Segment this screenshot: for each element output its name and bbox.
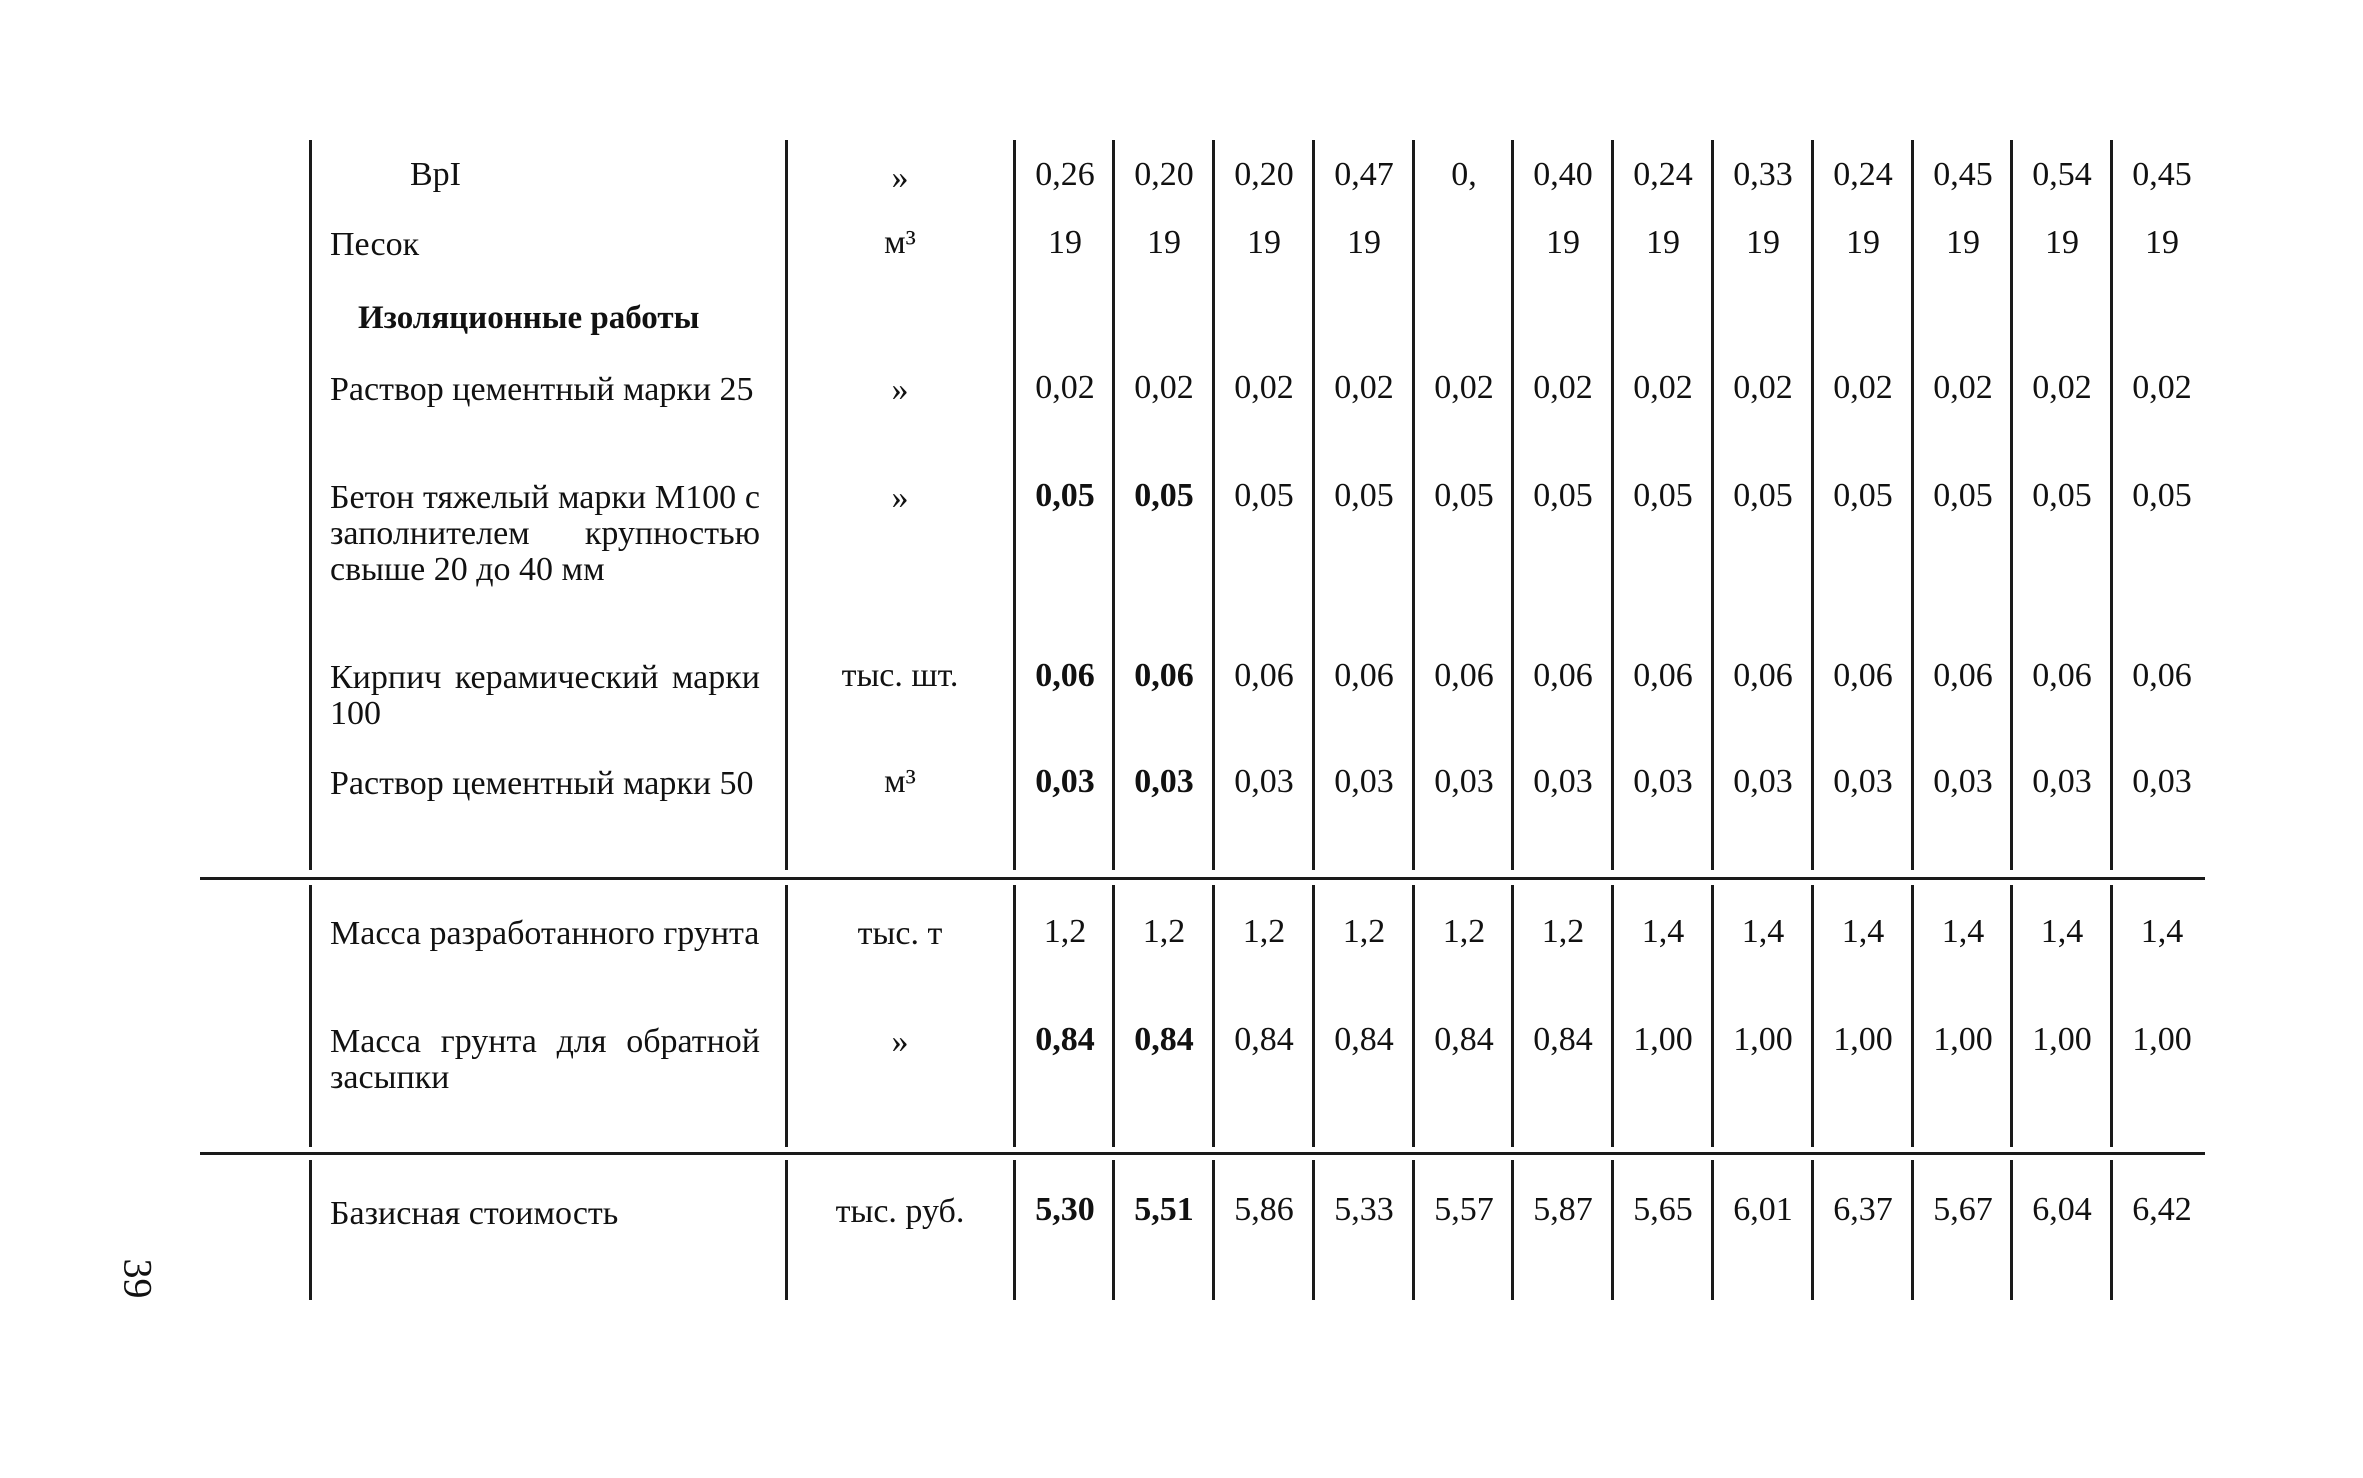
value-cell: 0,45 — [2132, 156, 2192, 193]
value-cell: 19 — [2145, 224, 2179, 261]
value-cell: 19 — [1546, 224, 1580, 261]
value-cell: 5,30 — [1035, 1191, 1095, 1228]
column-rule — [1212, 1160, 1215, 1300]
row-name: Раствор цементный марки 25 — [330, 371, 754, 408]
column-rule — [785, 140, 788, 870]
value-cell: 1,2 — [1442, 913, 1486, 950]
column-rule — [1312, 1160, 1315, 1300]
value-cell: 0,05 — [1533, 477, 1593, 514]
value-cell: 1,00 — [2132, 1021, 2192, 1058]
section-heading: Изоляционные работы — [358, 300, 700, 336]
value-cell: 5,65 — [1633, 1191, 1693, 1228]
section-separator — [200, 1152, 2205, 1155]
value-cell: 6,01 — [1733, 1191, 1793, 1228]
value-cell: 0,02 — [1134, 369, 1194, 406]
row-unit: тыс. руб. — [835, 1193, 965, 1230]
column-rule — [1511, 1160, 1514, 1300]
column-rule — [1013, 1160, 1016, 1300]
column-rule — [1811, 1160, 1814, 1300]
row-unit: » — [891, 479, 909, 516]
value-cell: 0,06 — [1733, 657, 1793, 694]
value-cell: 1,00 — [1933, 1021, 1993, 1058]
row-unit: » — [891, 1023, 909, 1060]
value-cell: 0,02 — [2132, 369, 2192, 406]
value-cell: 0,02 — [1434, 369, 1494, 406]
value-cell: 0,84 — [1434, 1021, 1494, 1058]
column-rule — [1911, 1160, 1914, 1300]
value-cell: 0,84 — [1134, 1021, 1194, 1058]
value-cell: 0,06 — [1234, 657, 1294, 694]
value-cell: 1,2 — [1043, 913, 1087, 950]
row-name: BpI — [410, 156, 461, 193]
value-cell: 0,03 — [2032, 763, 2092, 800]
value-cell: 0,47 — [1334, 156, 1394, 193]
value-cell: 6,04 — [2032, 1191, 2092, 1228]
page-number: 39 — [115, 1258, 161, 1299]
value-cell: 19 — [1746, 224, 1780, 261]
value-cell: 0,84 — [1334, 1021, 1394, 1058]
value-cell: 1,2 — [1342, 913, 1386, 950]
value-cell: 0,03 — [1434, 763, 1494, 800]
value-cell: 0,84 — [1035, 1021, 1095, 1058]
value-cell: 0,84 — [1533, 1021, 1593, 1058]
value-cell: 1,00 — [1633, 1021, 1693, 1058]
value-cell: 0,05 — [1633, 477, 1693, 514]
row-unit: м³ — [884, 763, 916, 800]
value-cell: 0,03 — [1334, 763, 1394, 800]
column-rule — [2010, 1160, 2013, 1300]
value-cell: 6,42 — [2132, 1191, 2192, 1228]
value-cell: 0,02 — [1833, 369, 1893, 406]
value-cell: 0,03 — [1733, 763, 1793, 800]
column-rule — [785, 885, 788, 1147]
value-cell: 0,06 — [1533, 657, 1593, 694]
value-cell: 1,4 — [2140, 913, 2184, 950]
value-cell: 0,02 — [1533, 369, 1593, 406]
value-cell: 1,2 — [1242, 913, 1286, 950]
row-name: Песок — [330, 226, 420, 263]
value-cell: 0,84 — [1234, 1021, 1294, 1058]
value-cell: 1,2 — [1541, 913, 1585, 950]
value-cell: 0,02 — [1334, 369, 1394, 406]
value-cell: 0,06 — [1633, 657, 1693, 694]
value-cell: 1,2 — [1142, 913, 1186, 950]
row-unit: тыс. т — [857, 915, 943, 952]
value-cell: 5,57 — [1434, 1191, 1494, 1228]
value-cell: 0,05 — [1733, 477, 1793, 514]
value-cell: 0,33 — [1733, 156, 1793, 193]
value-cell: 0,02 — [1234, 369, 1294, 406]
value-cell: 0,06 — [1833, 657, 1893, 694]
value-cell: 0,02 — [1035, 369, 1095, 406]
column-rule — [2110, 1160, 2113, 1300]
value-cell: 0,03 — [1633, 763, 1693, 800]
value-cell: 0,06 — [1933, 657, 1993, 694]
section-separator — [200, 877, 2205, 880]
value-cell: 0,06 — [1334, 657, 1394, 694]
value-cell: 0,05 — [1833, 477, 1893, 514]
value-cell: 0,06 — [1434, 657, 1494, 694]
value-cell: 0,06 — [2132, 657, 2192, 694]
value-cell: 0,02 — [1933, 369, 1993, 406]
value-cell: 1,00 — [2032, 1021, 2092, 1058]
column-rule — [1611, 1160, 1614, 1300]
row-unit: тыс. шт. — [841, 657, 959, 694]
value-cell: 0, — [1451, 156, 1477, 193]
row-unit: » — [891, 371, 909, 408]
value-cell: 0,06 — [1035, 657, 1095, 694]
value-cell: 1,4 — [2040, 913, 2084, 950]
value-cell: 0,03 — [1134, 763, 1194, 800]
row-name: Кирпич керамический марки 100 — [330, 659, 760, 732]
value-cell: 0,03 — [1533, 763, 1593, 800]
value-cell: 6,37 — [1833, 1191, 1893, 1228]
value-cell: 0,02 — [2032, 369, 2092, 406]
value-cell: 0,03 — [1933, 763, 1993, 800]
value-cell: 19 — [1846, 224, 1880, 261]
value-cell: 1,00 — [1833, 1021, 1893, 1058]
value-cell: 19 — [1147, 224, 1181, 261]
row-unit: » — [891, 159, 909, 196]
value-cell: 0,03 — [1035, 763, 1095, 800]
row-name: Масса разработанного грунта — [330, 915, 760, 952]
value-cell: 0,05 — [1933, 477, 1993, 514]
value-cell: 0,06 — [2032, 657, 2092, 694]
value-cell: 1,4 — [1741, 913, 1785, 950]
value-cell: 5,33 — [1334, 1191, 1394, 1228]
value-cell: 0,40 — [1533, 156, 1593, 193]
value-cell: 0,03 — [1234, 763, 1294, 800]
column-rule — [1412, 1160, 1415, 1300]
row-unit: м³ — [884, 224, 916, 261]
row-name: Раствор цементный марки 50 — [330, 765, 754, 802]
value-cell: 0,20 — [1234, 156, 1294, 193]
value-cell: 5,67 — [1933, 1191, 1993, 1228]
value-cell: 0,05 — [2132, 477, 2192, 514]
value-cell: 0,05 — [1035, 477, 1095, 514]
row-name: Базисная стоимость — [330, 1195, 619, 1232]
value-cell: 19 — [1247, 224, 1281, 261]
value-cell: 0,05 — [1234, 477, 1294, 514]
value-cell: 0,24 — [1833, 156, 1893, 193]
value-cell: 19 — [1946, 224, 1980, 261]
value-cell: 1,4 — [1641, 913, 1685, 950]
value-cell: 0,05 — [1434, 477, 1494, 514]
column-rule — [1711, 1160, 1714, 1300]
value-cell: 0,05 — [2032, 477, 2092, 514]
value-cell: 0,54 — [2032, 156, 2092, 193]
value-cell: 0,05 — [1134, 477, 1194, 514]
value-cell: 19 — [1646, 224, 1680, 261]
value-cell: 1,4 — [1941, 913, 1985, 950]
row-name: Масса грунта для обратной засыпки — [330, 1023, 760, 1096]
value-cell: 19 — [1048, 224, 1082, 261]
value-cell: 0,20 — [1134, 156, 1194, 193]
value-cell: 5,51 — [1134, 1191, 1194, 1228]
column-rule — [309, 885, 312, 1147]
column-rule — [785, 1160, 788, 1300]
value-cell: 0,02 — [1733, 369, 1793, 406]
column-rule — [1112, 1160, 1115, 1300]
column-rule — [309, 1160, 312, 1300]
value-cell: 19 — [1347, 224, 1381, 261]
value-cell: 19 — [2045, 224, 2079, 261]
value-cell: 0,02 — [1633, 369, 1693, 406]
row-name: Бетон тяжелый марки М100 с заполнителем крупностью свыше 20 до 40 мм — [330, 479, 760, 588]
column-rule — [309, 140, 312, 870]
value-cell: 0,24 — [1633, 156, 1693, 193]
value-cell: 5,87 — [1533, 1191, 1593, 1228]
value-cell: 1,4 — [1841, 913, 1885, 950]
value-cell: 5,86 — [1234, 1191, 1294, 1228]
value-cell: 0,06 — [1134, 657, 1194, 694]
value-cell: 0,03 — [1833, 763, 1893, 800]
value-cell: 0,26 — [1035, 156, 1095, 193]
value-cell: 1,00 — [1733, 1021, 1793, 1058]
value-cell: 0,45 — [1933, 156, 1993, 193]
value-cell: 0,05 — [1334, 477, 1394, 514]
value-cell: 0,03 — [2132, 763, 2192, 800]
